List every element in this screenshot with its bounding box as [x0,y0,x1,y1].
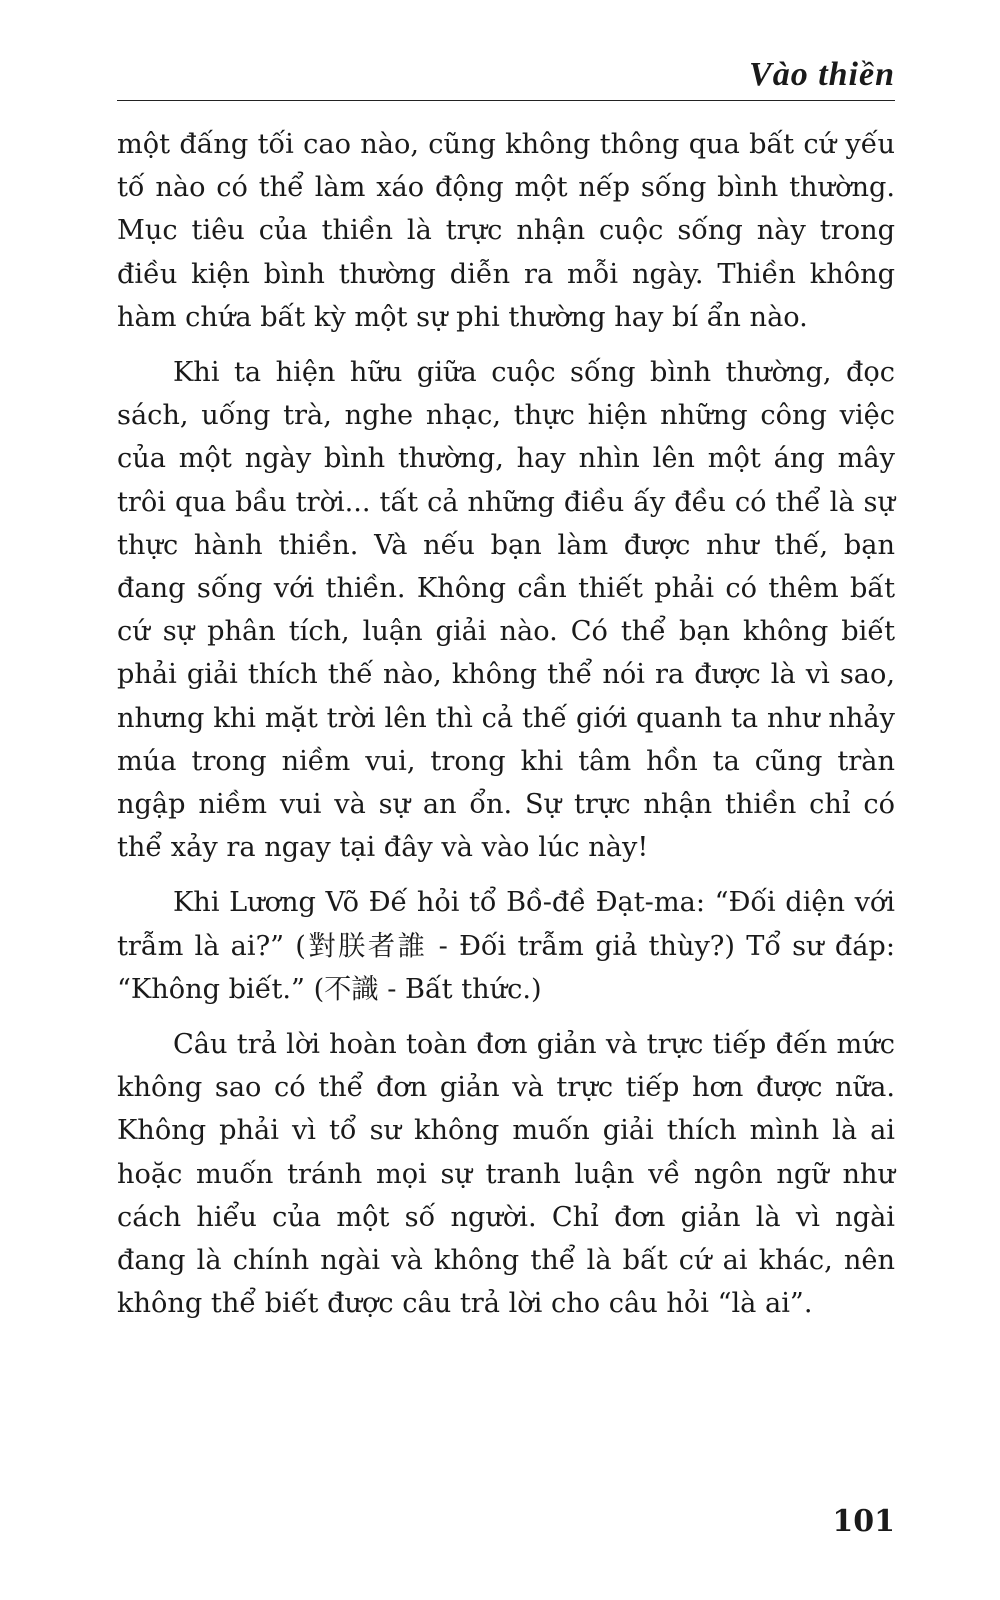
paragraph: Câu trả lời hoàn toàn đơn giản và trực tiếp đến mức không sao có thể đơn giản và trực tiếp hơn được nữa. Không phải vì tổ sư không muốn giải thích mình là ai hoặc muốn tránh mọi sự tranh luận về ngôn ngữ như cách hiểu của một số người. Chỉ đơn giản là vì ngài đang là chính ngài và không thể là bất cứ ai khác, nên không thể biết được câu trả lời cho câu hỏi “là ai”. [117,1029,895,1320]
paragraph: Khi ta hiện hữu giữa cuộc sống bình thường, đọc sách, uống trà, nghe nhạc, thực hiện những công việc của một ngày bình thường, hay nhìn lên một áng mây trôi qua bầu trời... tất cả những điều ấy đều có thể là sự thực hành thiền. Và nếu bạn làm được như thế, bạn đang sống với thiền. Không cần thiết phải có thêm bất cứ sự phân tích, luận giải nào. Có thể bạn không biết phải giải thích thế nào, không thể nói ra được là vì sao, nhưng khi mặt trời lên thì cả thế giới quanh ta như nhảy múa trong niềm vui, trong khi tâm hồn ta cũng tràn ngập niềm vui và sự an ổn. Sự trực nhận thiền chỉ có thể xảy ra ngay tại đây và vào lúc này! [117,357,895,864]
page-number: 101 [832,1504,895,1539]
paragraph-continued: một đấng tối cao nào, cũng không thông qua bất cứ yếu tố nào có thể làm xáo động một nếp sống bình thường. Mục tiêu của thiền là trực nhận cuộc sống này trong điều kiện bình thường diễn ra mỗi ngày. Thiền không hàm chứa bất kỳ một sự phi thường hay bí ẩn nào. [117,129,895,333]
body-text [117,123,895,1337]
chapter-title: Vào thiền [749,56,895,93]
running-header [117,52,895,101]
paragraph: Khi Lương Võ Đế hỏi tổ Bồ-đề Đạt-ma: “Đối diện với trẫm là ai?” (對朕者誰 - Đối trẫm giả thùy?) Tổ sư đáp: “Không biết.” (不識 - Bất thức.) [117,887,895,1005]
